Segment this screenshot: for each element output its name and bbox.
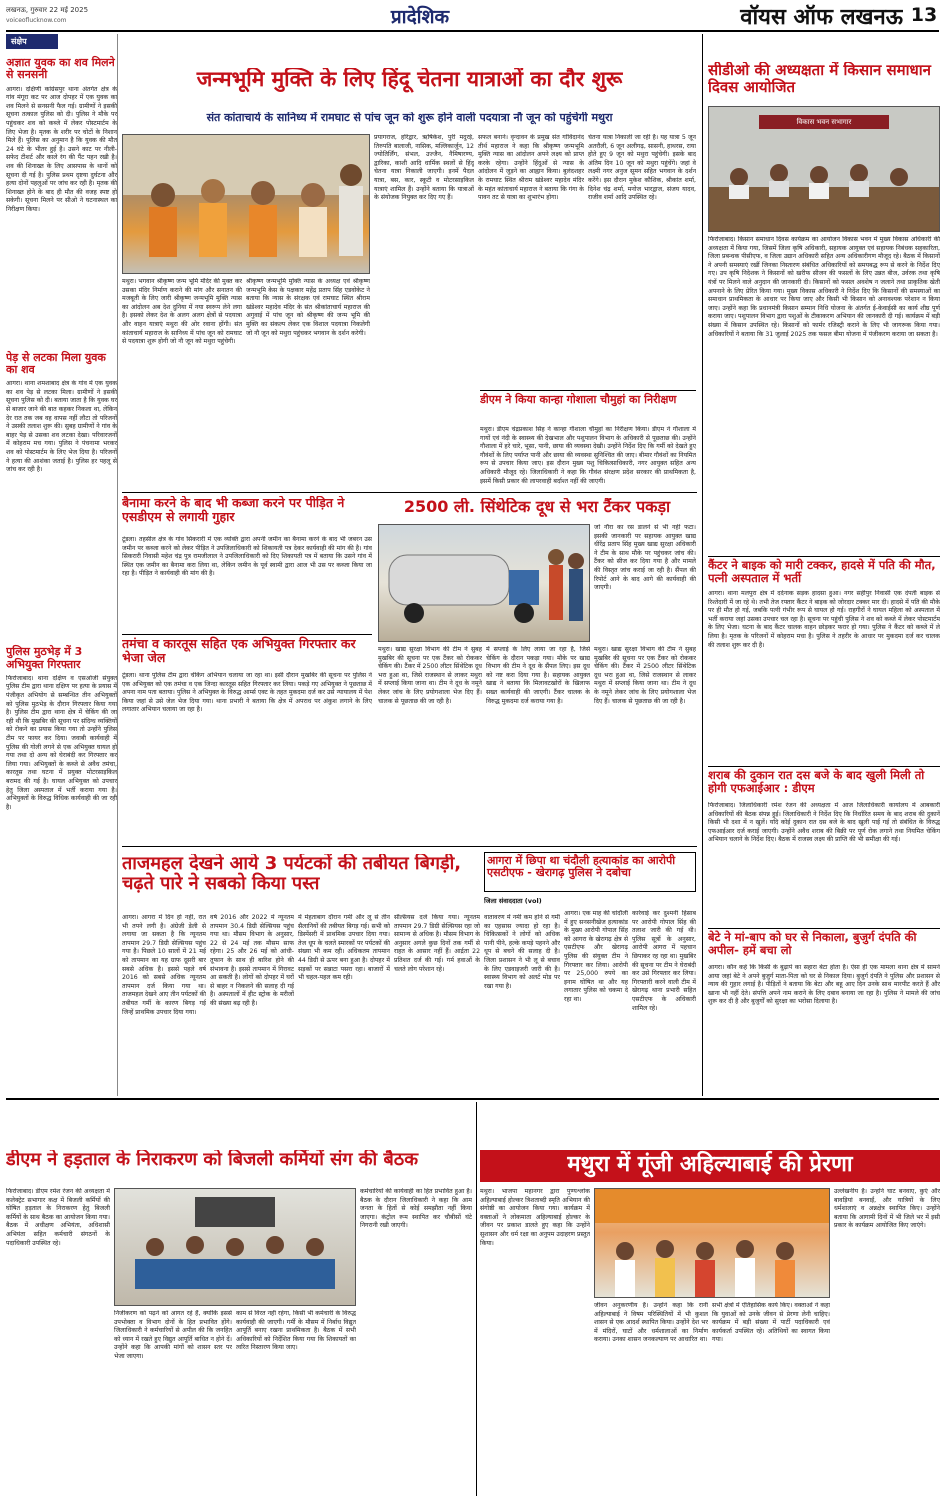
story-janmabhoomi-col2: श्रीकृष्ण जन्मभूमि मुक्ति न्यास के अध्यक्ष एवं श्रीकृष्ण जन्मभूमि केस के पक्षकार महेंद्र प्रताप सिंह एडवोकेट ने बताया कि न्यास के संरक्षक एवं रामघाट स्थित श्रीराम खंडेश्वर महादेव मंदिर के संत श्रीकांताचार्य महाराज की अगुवाई में पांच जून को श्रीकृष्ण की जन्म भूमि की मुक्ति का संकल्प लेकर एक विशाल पदयात्रा निकलेगी जो नौ जून को मथुरा पहुंचकर भगवान के दर्शन करेगी। bbox=[246, 278, 370, 337]
story-janmabhoomi-col4: सफल बनाने। वृन्दावन के प्रमुख संत गोविंदानंद तीर्थ महाराज ने कहा कि श्रीकृष्ण जन्मभूमि मुक्ति न्यास का आंदोलन अपने लक्ष्य को प्राप्त करके रहेगा। उन्होंने हिंदुओं से न्यास के आंदोलन में जुड़ने का आह्वान किया। बुलंदशहर के रामघाट स्थित श्रीराम खंडेश्वर महादेव मंदिर के महंत कांताचार्य महाराज ने बताया कि गंगा के पावन तट से यात्रा का शुभारंभ होगा। bbox=[478, 134, 584, 202]
ahilya-headline: मथुरा में गूंजी अहिल्याबाई की प्रेरणा bbox=[480, 1150, 940, 1182]
brief-3-text: फिरोजाबाद। थाना दक्षिण व एसओजी संयुक्त पुलिस टीम द्वारा थाना दक्षिण पर हत्या के प्रयास में पंजीकृत अभियोग से सम्बन्धित तीन अभियुक्तों को पुलिस मुठभेड़ के दौरान गिरफ्तार किया गया है। पुलिस टीम द्वारा थाना क्षेत्र में चेकिंग की जा रही थी कि मुखबिर की सूचना पर संदिग्ध व्यक्तियों को रोकने का प्रयास किया गया तो उन्होंने पुलिस टीम पर फायर कर दिया। जवाबी कार्यवाही में पुलिस की गोली लगने से एक अभियुक्त घायल हो गया तथा दो अन्य को घेराबंदी कर गिरफ्तार कर लिया गया। अभियुक्तों के कब्जे से अवैध तमंचा, कारतूस तथा घटना में प्रयुक्त मोटरसाइकिल बरामद की गई है। घायल अभियुक्त को उपचार हेतु जिला अस्पताल में भर्ती कराया गया है। अभियुक्तों के विरुद्ध विधिक कार्यवाही की जा रही है। bbox=[6, 674, 117, 811]
milk-tanker-photo bbox=[378, 524, 590, 642]
story-janmabhoomi-col5: चेतना यात्रा निकाली जा रही है। यह यात्रा 5 जून अतरौली, 6 जून अलीगढ़, सासनी, हाथरस, राया होते हुए 9 जून को मथुरा पहुंचेगी। इसके बाद अंतिम दिन 10 जून को मथुरा पहुंचेंगे। जहां वे लक्ष्मी नगर अनुज सूमन सहित भगवान के दर्शन करेंगे। इस दौरान मुकेश कौशिक, श्रीकांत शर्मा, दिनेश चंद्र शर्मा, मनोज भारद्वाज, संजय यादव, राजीव शर्मा आदि उपस्थित रहे। bbox=[588, 134, 696, 202]
ahilya-event-illustration bbox=[595, 1189, 830, 1298]
sidebar bbox=[6, 34, 118, 1096]
milk-text-col3: जो नौरा का रस डालने से भी नहीं फटा। इसकी जानकारी पर सहायक आयुक्त खाद्य धीरेंद्र प्रताप सिंह मुख्य खाद्य सुरक्षा अधिकारी ने टीम के साथ मौके पर पहुंचकर जांच की। टैंकर को सीज कर दिया गया है और मामले की विस्तृत जांच कराई जा रही है। सैंपल की रिपोर्ट आने के बाद आगे की कार्यवाही की जाएगी। bbox=[594, 524, 696, 592]
canter-text: आगरा। थाना मलपुरा क्षेत्र में दर्दनाक सड़क हादसा हुआ। नगर सहीपुर निवासी एक दंपती बाइक से रिश्तेदारी में जा रहे थे। तभी तेज रफ्तार कैंटर ने बाइक को जोरदार टक्कर मार दी। हादसे में पति की मौके पर ही मौत हो गई, जबकि पत्नी गंभीर रूप से घायल हो गई। राहगीरों ने घायल महिला को अस्पताल में भर्ती कराया जहां उसका उपचार चल रहा है। सूचना पर पहुंची पुलिस ने शव को कब्जे में लेकर पोस्टमार्टम के लिए भेजा। घटना के बाद कैंटर चालक वाहन छोड़कर फरार हो गया। पुलिस ने कैंटर को कब्जे में ले लिया है। मृतक के परिजनों में कोहराम मचा है। पुलिस ने तहरीर के आधार पर मुकदमा दर्ज कर चालक की तलाश शुरू कर दी है। bbox=[708, 590, 940, 649]
right-col-rule bbox=[702, 34, 703, 1096]
liquor-headline: शराब की दुकान रात दस बजे के बाद खुली मिली तो होगी एफआईआर : डीएम bbox=[708, 766, 940, 798]
milk-text-col4: मथुरा। खाद्य सुरक्षा विभाग की टीम ने सुबह मुखबिर की सूचना पर एक टैंकर को रोककर चेकिंग की। टैंकर में 2500 लीटर सिंथेटिक दूध भरा हुआ था, जिसे राजस्थान से लाकर मथुरा में सप्लाई किया जाना था। टीम ने दूध के नमूने लेकर जांच के लिए प्रयोगशाला भेज दिए हैं। चालक से पूछताछ की जा रही है। bbox=[594, 646, 696, 705]
chandauli-headline: आगरा में छिपा था चंदौली हत्याकांड का आरोपी एसटीएफ - खेरागढ़ पुलिस ने दबोचा bbox=[484, 852, 696, 892]
ahilya-col2: जीवन अनुकरणीय है। उन्होंने कहा कि रानी अहिल्याबाई ने विषम परिस्थितियों में भी कुशल शासन से एक आदर्श स्थापित किया। उन्होंने देश भर में मंदिरों, घाटों और धर्मशालाओं का निर्माण कराया। उनका शासन जनकल्याण पर आधारित था। bbox=[594, 1302, 708, 1344]
brief-2-headline: पेड़ से लटका मिला युवक का शव bbox=[6, 350, 106, 376]
electric-col2: निजीकरण को पढ़ने को आगत रहे हैं, क्योंकि इससे उपभोक्ता व विभाग दोनों के हित प्रभावित होंगे। जिलाधिकारी ने कर्मचारियों से अपील की कि जनहित को ध्यान में रखते हुए विद्युत आपूर्ति बाधित न होने दें। उन्होंने कहा कि आपकी मांगों को शासन स्तर पर भेजा जाएगा। bbox=[114, 1310, 232, 1360]
cdo-text: फिरोजाबाद। किसान समाधान दिवस कार्यक्रम का आयोजन विकास भवन में मुख्य विकास अधिकारी की अध्यक्षता में किया गया, जिसमें जिला कृषि अधिकारी, सहायक आयुक्त एवं सहायक निबंधक सहकारिता, जिला प्रबन्धक पीसीएफ, व जिला उद्यान अधिकारी सहित अन्य अधिकारीगण मौजूद रहे। बैठक में किसानों ने अपनी समस्याएं रखीं जिनका निस्तारण संबंधित अधिकारियों को समयबद्ध रूप से करने के निर्देश दिए गए। उप कृषि निदेशक ने किसानों को खरीफ सीजन की फसलों के लिए उन्नत बीज, उर्वरक तथा कृषि यंत्रों पर मिलने वाले अनुदान की जानकारी दी। किसानों को फसल अवशेष न जलाने तथा प्राकृतिक खेती अपनाने के लिए प्रेरित किया गया। मुख्य विकास अधिकारी ने निर्देश दिए कि किसानों की समस्याओं का समाधान प्राथमिकता के आधार पर किया जाए और किसी भी किसान को अनावश्यक परेशान न किया जाए। उन्होंने कहा कि प्रधानमंत्री किसान सम्मान निधि योजना के अंतर्गत ई-केवाईसी का कार्य शीघ्र पूर्ण कराया जाए। पशुपालन विभाग द्वारा पशुओं के टीकाकरण अभियान की जानकारी दी गई। कार्यक्रम में बड़ी संख्या में किसान उपस्थित रहे। किसानों को फार्मर रजिस्ट्री कराने के लिए भी जागरूक किया गया। अधिकारियों ने बताया कि 31 जुलाई 2025 तक फसल बीमा योजना में पंजीकरण कराया जा सकता है। bbox=[708, 236, 940, 338]
bottom-col-rule bbox=[476, 1102, 477, 1496]
milk-tanker-illustration bbox=[379, 525, 590, 642]
cdo-banner: विकास भवन सभागार bbox=[759, 115, 889, 129]
canter-headline: कैंटर ने बाइक को मारी टक्कर, हादसे में पति की मौत, पत्नी अस्पताल में भर्ती bbox=[708, 556, 940, 586]
ahilya-col4: उल्लेखनीय है। उन्होंने घाट बनवाए, कुएं और बावड़ियां बनवाईं, और यात्रियों के लिए धर्मशालाएं व अन्नक्षेत्र स्थापित किए। उन्होंने बताया कि आगामी दिनों में भी जिले भर में इसी प्रकार के कार्यक्रम आयोजित किए जाएंगे। bbox=[834, 1188, 940, 1230]
cdo-meeting-photo bbox=[708, 106, 940, 232]
taj-col3: में मेहताबाग दौरान गर्मी और लू से तीन सैलानियों की तबीयत बिगड़ गई। सभी को डिस्पेंसरी में प्राथमिक उपचार दिया गया। तेज धूप के चलते स्मारकों पर पर्यटकों की संख्या भी कम रही। अधिकतम तापमान 44 डिग्री से ऊपर बना हुआ है। दोपहर में सड़कों पर सन्नाटा पसरा रहा। बाजारों में भी चहल-पहल कम रही। bbox=[298, 914, 390, 982]
sadhus-photo bbox=[122, 134, 370, 274]
cdo-meeting-illustration bbox=[709, 107, 940, 232]
milk-headline: 2500 ली. सिंथेटिक दूध से भरा टैंकर पकड़ा bbox=[403, 498, 671, 516]
taj-col5: वातावरण में नमी कम होने से गर्मी का एहसास ज्यादा हो रहा है। चिकित्सकों ने लोगों को अधिक पानी पीने, हल्के कपड़े पहनने और धूप से बचने की सलाह दी है। जिला प्रशासन ने भी लू से बचाव के लिए एडवाइजरी जारी की है। स्वास्थ्य विभाग को अलर्ट मोड पर रखा गया है। bbox=[484, 914, 560, 990]
electric-col1: फिरोजाबाद। डीएम रमेश रंजन की अध्यक्षता में कलेक्ट्रेट सभागार कक्ष में बिजली कर्मियों की घोषित हड़ताल के निराकरण हेतु बिजली कर्मियों के साथ बैठक का आयोजन किया गया। बैठक में अधीक्षण अभियंता, अधिशासी अभियंता सहित कर्मचारी संगठनों के पदाधिकारी उपस्थित रहे। bbox=[6, 1188, 110, 1247]
brief-1-headline: अज्ञात युवक का शव मिलने से सनसनी bbox=[6, 56, 115, 82]
arrest-headline: तमंचा व कारतूस सहित एक अभियुक्त गिरफ्तार कर भेजा जेल bbox=[122, 634, 372, 668]
header-date: लखनऊ, गुरुवार 22 मई 2025 bbox=[6, 6, 89, 14]
rule-bottom bbox=[6, 1098, 939, 1100]
sidebar-label: संक्षेप bbox=[6, 34, 58, 49]
ahilya-col1: मथुरा। भाजपा महानगर द्वारा पुण्यश्लोक अहिल्याबाई होल्कर त्रिशताब्दी स्मृति अभियान की संगोष्ठी का आयोजन किया गया। कार्यक्रम में वक्ताओं ने लोकमाता अहिल्याबाई होल्कर के जीवन पर प्रकाश डालते हुए कहा कि उन्होंने सुशासन और धर्म रक्षा का अनुपम उदाहरण प्रस्तुत किया। bbox=[480, 1188, 590, 1247]
electric-meeting-illustration bbox=[115, 1189, 356, 1306]
elder-text: आगरा। कौन कहे कि किसी के बुढ़ापे का सहारा बेटा होता है। ऐसा ही एक मामला थाना क्षेत्र में सामने आया जहां बेटे ने अपने बुजुर्ग माता-पिता को घर से निकाल दिया। बुजुर्ग दंपति ने पुलिस और प्रशासन से न्याय की गुहार लगाई है। पीड़ितों ने बताया कि बेटा और बहू आए दिन उनके साथ मारपीट करते हैं और खाना भी नहीं देते। संपत्ति अपने नाम कराने के लिए दबाव बनाया जा रहा है। पुलिस ने मामले की जांच शुरू कर दी है और बुजुर्गों को सुरक्षा का भरोसा दिलाया है। bbox=[708, 964, 940, 1006]
land-text: टूंडला। तहसील क्षेत्र के गांव सिकरारी में एक व्यक्ति द्वारा अपनी जमीन का बैनामा करने के बाद भी जबरन उस जमीन पर कब्जा करने को लेकर पीड़ित ने उपजिलाधिकारी को शिकायती पत्र देकर कार्यवाही की मांग की है। गांव सिकरारी निवासी महेश चंद्र पुत्र रामजीलाल ने उपजिलाधिकारी को दिए शिकायती पत्र में बताया कि उसने गांव में स्थित एक जमीन का बैनामा करा लिया था, लेकिन जमीन के पूर्व स्वामी द्वारा आज भी उस पर कब्जा किया जा रहा है। पीड़ित ने कार्यवाही की मांग की है। bbox=[122, 536, 372, 578]
header-site: voiceoflucknow.com bbox=[6, 17, 67, 24]
electric-headline: डीएम ने हड़ताल के निराकरण को बिजली कर्मियों संग की बैठक bbox=[6, 1150, 419, 1170]
milk-text-col2: में सप्लाई के लिए लाया जा रहा है, जिसे चेकिंग के दौरान पकड़ा गया। मौके पर खाद्य विभाग की टीम ने दूध के सैंपल लिए। इस दूध को नष्ट करा दिया गया है। सहायक आयुक्त खाद्य ने बताया कि मिलावटखोरों के खिलाफ सख्त कार्यवाही की जाएगी। टैंकर चालक के विरुद्ध मुकदमा दर्ज कराया गया है। bbox=[486, 646, 590, 705]
dm-inspection-headline: डीएम ने किया कान्हा गोशाला चौमुहां का निरीक्षण bbox=[480, 390, 696, 422]
story-janmabhoomi-col3: प्रयागराज, हरिद्वार, ऋषिकेश, पुरी मदुरई, तिरुपति बालाजी, नासिक, मल्लिकार्जुन, 12 ज्योतिर्लिंग, संभल, उज्जैन, नैमिषारण्य, द्वारिका, काशी आदि धार्मिक स्थलों से हिंदू चेतना यात्रा निकाली जाएगी। इनमें पैदल यात्रा, बस, कार, स्कूटी व मोटरसाइकिल यात्राएं शामिल हैं। उन्होंने बताया कि यात्राओं के संयोजक नियुक्त कर दिए गए हैं। bbox=[374, 134, 474, 202]
dm-inspection-text: मथुरा। डीएम चंद्रप्रकाश सिंह ने कान्हा गौशाला चौमुहां का निरीक्षण किया। डीएम ने गौशाला में गायों एवं नंदी के स्वास्थ्य की देखभाल और पशुपालन विभाग के अधिकारी से पूछताछ की। उन्होंने गौशाला में हरे चारे, भूसा, पानी, छाया की व्यवस्था देखी। उन्होंने निर्देश दिए कि गर्मी को देखते हुए गौवंशों के लिए पर्याप्त पानी और छाया की व्यवस्था सुनिश्चित की जाए। बीमार गौवंशों का नियमित रूप से उपचार किया जाए। इस दौरान मुख्य पशु चिकित्साधिकारी, नगर आयुक्त सहित अन्य अधिकारी मौजूद रहे। जिलाधिकारी ने कहा कि गौवंश संरक्षण प्रदेश सरकार की प्राथमिकता है, इसमें किसी प्रकार की लापरवाही बर्दाश्त नहीं की जाएगी। bbox=[480, 426, 696, 485]
liquor-text: फिरोजाबाद। जिलाधिकारी रमेश रंजन की अध्यक्षता में आज जिलाधिकारी कार्यालय में आबकारी अधिकारियों की बैठक संपन्न हुई। जिलाधिकारी ने निर्देश दिए कि निर्धारित समय के बाद शराब की दुकानें किसी भी दशा में न खुलें। यदि कोई दुकान रात दस बजे के बाद खुली पाई गई तो संबंधित के विरुद्ध एफआईआर दर्ज कराई जाएगी। उन्होंने अवैध शराब की बिक्री पर पूर्ण रोक लगाने तथा नियमित चेकिंग अभियान चलाने के निर्देश दिए। बैठक में राजस्व लक्ष्य की प्राप्ति की भी समीक्षा की गई। bbox=[708, 802, 940, 844]
story-janmabhoomi-col1: मथुरा। भगवान श्रीकृष्ण जन्म भूमि मंदिर की मुक्त कर उसका मंदिर निर्माण कराने की मांग और सनातन की मजबूती के लिए जारी श्रीकृष्ण जन्मभूमि मुक्ति न्यास का आंदोलन अब देश दुनिया में नया स्वरूप लेने लगा है। इसको लेकर देश के अलग अलग क्षेत्रों से पदयात्रा और वाहन यात्राएं मथुरा की ओर रवाना होंगी। संत कांताचार्य महाराज के सानिध्य में पांच जून को रामघाट से पदयात्रा शुरू होगी जो नौ जून को मथुरा पहुंचेगी। bbox=[122, 278, 242, 346]
taj-col2: वर्ष 2016 और 2022 में न्यूनतम तापमान 30.4 डिग्री सेल्सियस पहुंच गया था। मौसम विभाग के अनुसार, 22 से 24 मई तक मौसम साफ रहेगा। 25 और 26 मई को आंधी-तूफान के साथ ही बारिश होने की संभावना है। इससे तापमान में गिरावट आ सकती है। लोगों को दोपहर में घरों से बाहर न निकलने की सलाह दी गई है। अस्पतालों में हीट स्ट्रोक के मरीजों की संख्या बढ़ रही है। bbox=[210, 914, 294, 1007]
electric-meeting-photo bbox=[114, 1188, 356, 1306]
sadhus-illustration bbox=[123, 135, 370, 274]
rule-1 bbox=[122, 492, 697, 493]
taj-col4: सेल्सियस दर्ज किया गया। न्यूनतम तापमान 29.7 डिग्री सेल्सियस रहा जो सामान्य से अधिक है। मौसम विभाग के अनुसार अगले कुछ दिनों तक गर्मी से राहत के आसार नहीं हैं। आर्द्रता 22 प्रतिशत दर्ज की गई। गर्म हवाओं के चलते लोग परेशान रहे। bbox=[394, 914, 480, 973]
header-rule bbox=[6, 30, 939, 32]
story-janmabhoomi-headline: जन्मभूमि मुक्ति के लिए हिंदू चेतना यात्राओं का दौर शुरू bbox=[196, 68, 623, 91]
chandauli-col2: कार्रवाई कर दुश्मनी हिसाब पर आरोपी गोपाल सिंह की तलाश जारी की गई थी। पुलिस सूत्रों के अनुसार, आरोपी आगरा में पहचान छिपाकर रह रहा था। मुखबिर की सूचना पर टीम ने घेराबंदी कर उसे गिरफ्तार कर लिया। गिरफ्तारी करने वाली टीम में खेरागढ़ थाना प्रभारी सहित एसटीएफ के अधिकारी शामिल रहे। bbox=[632, 910, 696, 1012]
brief-2-text: आगरा। थाना शमशाबाद क्षेत्र के गांव में एक युवक का शव पेड़ से लटका मिला। ग्रामीणों ने इसकी सूचना पुलिस को दी। बताया जाता है कि युवक घर से बाजार जाने की बात कहकर निकला था, लेकिन देर रात तक जब वह वापस नहीं लौटा तो परिजनों ने उसकी तलाश शुरू की। सुबह ग्रामीणों ने गांव के बाहर पेड़ से उसका शव लटका देखा। परिवारजनों में कोहराम मच गया। पुलिस ने पंचनामा भरकर शव को पोस्टमार्टम के लिए भेज दिया है। परिजनों ने हत्या की आशंका जताई है। पुलिस हर पहलू से जांच कर रही है। bbox=[6, 380, 117, 474]
page-number: 13 bbox=[910, 4, 938, 26]
arrest-text: टूंडला। थाना पुलिस टीम द्वारा चेकिंग अभियान चलाया जा रहा था। इसी दौरान मुखबिर की सूचना पर पुलिस ने एक अभियुक्त को एक तमंचा व एक जिन्दा कारतूस सहित गिरफ्तार कर लिया। पकड़े गए अभियुक्त ने पूछताछ में अपना नाम पता बताया। पुलिस ने अभियुक्त के विरुद्ध आर्म्स एक्ट के तहत मुकदमा दर्ज कर उसे न्यायालय में पेश किया जहां से उसे जेल भेज दिया गया। थाना प्रभारी ने बताया कि क्षेत्र में अपराध पर अंकुश लगाने के लिए लगातार अभियान चलाया जा रहा है। bbox=[122, 672, 372, 714]
chandauli-col1: आगरा। एक माह की चांदौली में हुए सनसनीखेज हत्याकांड के मुख्य आरोपी गोपाल सिंह को आगरा के खेरागढ़ क्षेत्र से एसटीएफ और खेरागढ़ पुलिस की संयुक्त टीम ने गिरफ्तार कर लिया। आरोपी पर 25,000 रुपये का इनाम घोषित था और यह लगातार पुलिस को चकमा दे रहा था। bbox=[564, 910, 628, 1003]
electric-col3: काम से विरत नहीं रहेगा, किसी भी कर्मचारी के विरुद्ध कार्यवाही की जाएगी। गर्मी के मौसम में निर्बाध विद्युत आपूर्ति बनाए रखना प्राथमिकता है। बैठक में सभी अधिकारियों को निर्देशित किया गया कि शिकायतों का त्वरित निस्तारण किया जाए। bbox=[236, 1310, 356, 1352]
story-janmabhoomi-subhead: संत कांताचार्य के सानिध्य में रामघाट से पांच जून को शुरू होने वाली पदयात्रा नौ जून को पहुंचेगी मथुरा bbox=[206, 112, 613, 124]
section-title: प्रादेशिक bbox=[390, 6, 450, 28]
elder-headline: बेटे ने मां-बाप को घर से निकाला, बुजुर्ग दंपति की अपील- हमें बचा लो bbox=[708, 928, 940, 960]
rule-2 bbox=[122, 846, 697, 847]
brief-3-headline: पुलिस मुठभेड़ में 3 अभियुक्त गिरफ्तार bbox=[6, 645, 83, 671]
taj-headline: ताजमहल देखने आये 3 पर्यटकों की तबीयत बिगड़ी, चढ़ते पारे ने सबको किया पस्त bbox=[122, 854, 462, 895]
milk-text-col1: मथुरा। खाद्य सुरक्षा विभाग की टीम ने सुबह मुखबिर की सूचना पर एक टैंकर को रोककर चेकिंग की। टैंकर में 2500 लीटर सिंथेटिक दूध भरा हुआ था, जिसे राजस्थान से लाकर मथुरा में सप्लाई किया जाना था। टीम ने दूध के नमूने लेकर जांच के लिए प्रयोगशाला भेज दिए हैं। चालक से पूछताछ की जा रही है। bbox=[378, 646, 482, 705]
brief-1-text: आगरा। दक्षिणी कांग्रेसपुर थाना अंतर्गत क्षेत्र के गांव मंगूरा कट पर आज दोपहर में एक युवक का शव मिलने से सनसनी फैल गई। ग्रामीणों ने इसकी सूचना तत्काल पुलिस को दी। पुलिस ने मौके पर पहुंचकर शव को कब्जे में लेकर पोस्टमार्टम के लिए भेजा है। मृतक के शरीर पर चोटों के निशान मिले हैं। पुलिस का अनुमान है कि युवक की मौत 24 घंटे के भीतर हुई है। उसने काट पर नीली-सफेद टीशर्ट और काले रंग की पैंट पहन रखी है। शव की शिनाख्त के लिए आसपास के थानों को सूचना दी गई है। पुलिस प्रथम दृष्टया दुर्घटना और हत्या दोनों पहलुओं पर जांच कर रही है। मृतक की शिनाख्त होने के बाद ही मौत की वजह स्पष्ट हो सकेगी। सूचना मिलने पर सीओ ने घटनास्थल का निरीक्षण किया। bbox=[6, 85, 117, 213]
ahilya-col3: सभी क्षेत्रों में ऐतिहासिक कार्य किए। वक्ताओं ने कहा कि युवाओं को उनके जीवन से प्रेरणा लेनी चाहिए। कार्यक्रम में बड़ी संख्या में पार्टी पदाधिकारी एवं कार्यकर्ता उपस्थित रहे। अतिथियों का स्वागत किया गया। bbox=[712, 1302, 830, 1344]
chandauli-byline: जिला संवाददाता (vol) bbox=[484, 897, 542, 905]
cdo-headline: सीडीओ की अध्यक्षता में किसान समाधान दिवस आयोजित bbox=[708, 62, 931, 96]
masthead: वॉयस ऑफ लखनऊ bbox=[740, 4, 903, 30]
taj-col1: आगरा। आगरा में दिन हो नहीं, रात भी तपने लगी है। अंग्रेजी डेली से लगाया जा सकता है कि न्यूनतम तापमान 29.7 डिग्री सेल्सियस पहुंच गया है। पिछले 10 सालों में 21 मई को तापमान का यह ग्राफ दूसरी बार सबसे अधिक है। इससे पहले वर्ष 2016 को सबसे अधिक न्यूनतम तापमान दर्ज किया गया था। ताजमहल देखने आए तीन पर्यटकों की तबीयत गर्मी के कारण बिगड़ गई जिन्हें प्राथमिक उपचार दिया गया। bbox=[122, 914, 206, 1016]
land-headline: बैनामा करने के बाद भी कब्जा करने पर पीड़ित ने एसडीएम से लगायी गुहार bbox=[122, 496, 345, 524]
electric-col4: कर्मचारियों की कार्यवाही का हित प्रभावित हुआ है। बैठक के दौरान जिलाधिकारी ने कहा कि आम जनता के हितों से कोई समझौता नहीं किया जाएगा। कंट्रोल रूम स्थापित कर चौबीसों घंटे निगरानी रखी जाएगी। bbox=[360, 1188, 472, 1230]
ahilya-event-photo bbox=[594, 1188, 830, 1298]
